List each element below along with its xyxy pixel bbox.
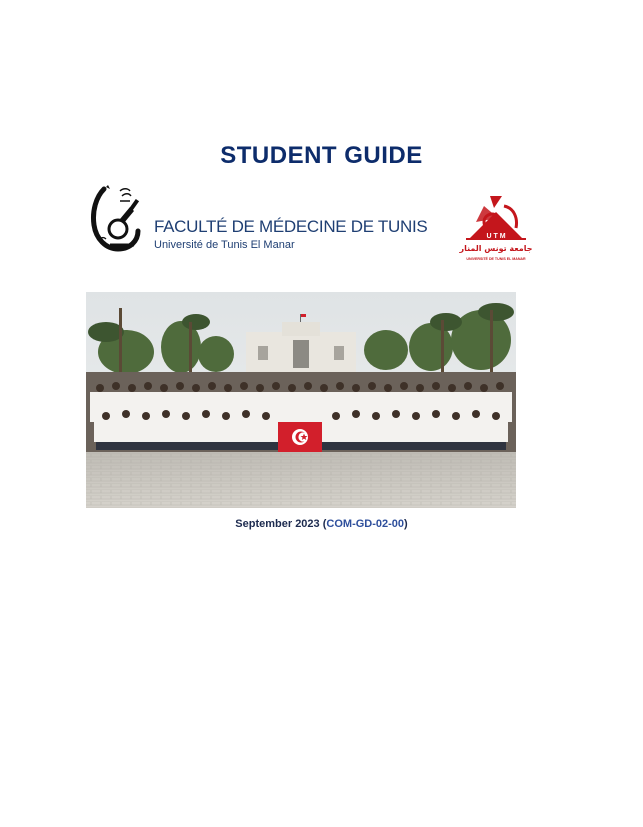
document-code: COM-GD-02-00 [326,518,405,530]
document-caption [0,518,643,530]
faculty-emblem-icon [90,183,142,253]
utm-latin-name: UNIVERSITÉ DE TUNIS EL MANAR [466,257,526,261]
caption-paren-close: ) [404,518,408,530]
utm-emblem-icon [459,192,533,264]
utm-arabic-name: جامعة تونس المنار [459,244,533,253]
tunisian-flag-icon [278,422,322,452]
faculty-name: FACULTÉ DE MÉDECINE DE TUNIS [154,217,428,236]
utm-letters: U T M [486,233,506,240]
document-date: September 2023 [235,518,320,530]
page-title: STUDENT GUIDE [220,142,423,169]
faculty-header [154,217,427,252]
caption-paren-open: ( [319,518,327,530]
university-name: Université de Tunis El Manar [154,239,295,251]
group-photo [86,292,516,508]
